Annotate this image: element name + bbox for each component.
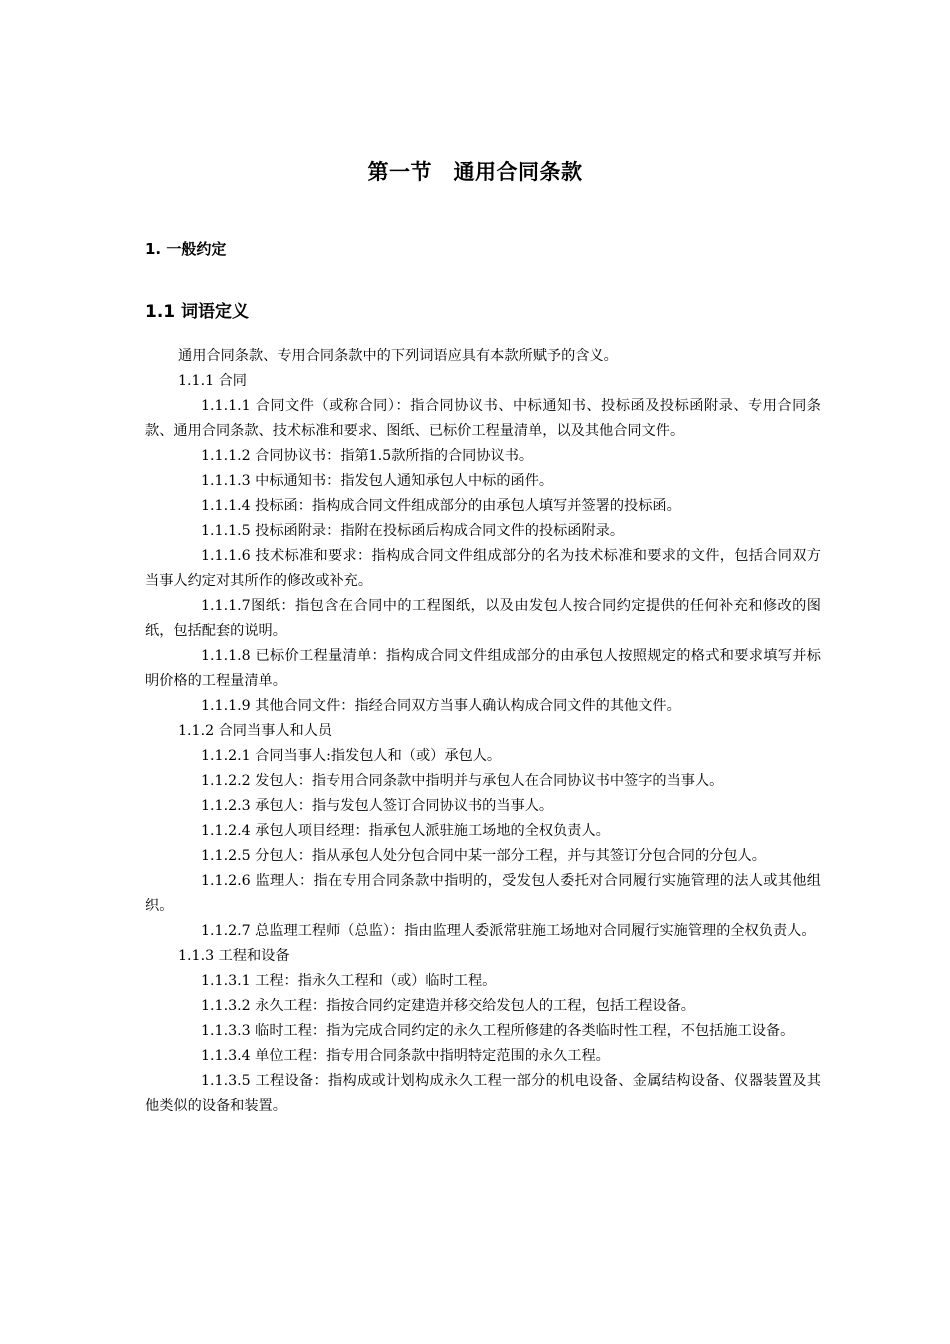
clause-heading: 1.1.3 工程和设备 bbox=[178, 948, 290, 964]
paragraph: 1.1.1.7图纸：指包含在合同中的工程图纸，以及由发包人按合同约定提供的任何补充和修改的图纸，包括配套的说明。 bbox=[145, 598, 821, 639]
paragraph: 1.1.2.4 承包人项目经理：指承包人派驻施工场地的全权负责人。 bbox=[201, 823, 610, 839]
paragraph: 1.1.3.5 工程设备：指构成或计划构成永久工程一部分的机电设备、金属结构设备、仪器装置及其他类似的设备和装置。 bbox=[145, 1073, 821, 1114]
clause-heading: 1.1.1 合同 bbox=[178, 373, 247, 389]
paragraph: 1.1.1.5 投标函附录：指附在投标函后构成合同文件的投标函附录。 bbox=[201, 523, 625, 539]
section-heading: 1. 一般约定 bbox=[145, 240, 227, 258]
paragraph: 1.1.1.6 技术标准和要求：指构成合同文件组成部分的名为技术标准和要求的文件，包括合同双方当事人约定对其所作的修改或补充。 bbox=[145, 548, 821, 589]
paragraph: 1.1.2.5 分包人：指从承包人处分包合同中某一部分工程，并与其签订分包合同的分包人。 bbox=[201, 848, 766, 864]
clause-heading: 1.1.2 合同当事人和人员 bbox=[178, 723, 333, 739]
paragraph: 1.1.1.1 合同文件（或称合同）：指合同协议书、中标通知书、投标函及投标函附录、专用合同条款、通用合同条款、技术标准和要求、图纸、已标价工程量清单，以及其他合同文件。 bbox=[145, 398, 821, 439]
paragraph: 通用合同条款、专用合同条款中的下列词语应具有本款所赋予的含义。 bbox=[178, 348, 618, 364]
paragraph: 1.1.1.4 投标函：指构成合同文件组成部分的由承包人填写并签署的投标函。 bbox=[201, 498, 681, 514]
paragraph: 1.1.1.9 其他合同文件：指经合同双方当事人确认构成合同文件的其他文件。 bbox=[201, 698, 681, 714]
paragraph: 1.1.2.7 总监理工程师（总监）：指由监理人委派常驻施工场地对合同履行实施管理的全权负责人。 bbox=[201, 923, 816, 939]
subsection-heading: 1.1 词语定义 bbox=[145, 302, 250, 322]
paragraph: 1.1.2.3 承包人：指与发包人签订合同协议书的当事人。 bbox=[201, 798, 554, 814]
paragraph: 1.1.1.8 已标价工程量清单：指构成合同文件组成部分的由承包人按照规定的格式和要求填写并标明价格的工程量清单。 bbox=[145, 648, 821, 689]
paragraph: 1.1.1.3 中标通知书：指发包人通知承包人中标的函件。 bbox=[201, 473, 554, 489]
paragraph: 1.1.3.3 临时工程：指为完成合同约定的永久工程所修建的各类临时性工程，不包括施工设备。 bbox=[201, 1023, 795, 1039]
paragraph: 1.1.3.4 单位工程：指专用合同条款中指明特定范围的永久工程。 bbox=[201, 1048, 610, 1064]
paragraph: 1.1.3.1 工程：指永久工程和（或）临时工程。 bbox=[201, 973, 497, 989]
paragraph: 1.1.2.2 发包人：指专用合同条款中指明并与承包人在合同协议书中签字的当事人。 bbox=[201, 773, 724, 789]
document-body bbox=[145, 344, 821, 1119]
paragraph: 1.1.1.2 合同协议书：指第1.5款所指的合同协议书。 bbox=[201, 448, 534, 464]
paragraph: 1.1.2.1 合同当事人:指发包人和（或）承包人。 bbox=[201, 748, 502, 764]
paragraph: 1.1.2.6 监理人：指在专用合同条款中指明的，受发包人委托对合同履行实施管理的法人或其他组织。 bbox=[145, 873, 821, 914]
paragraph: 1.1.3.2 永久工程：指按合同约定建造并移交给发包人的工程，包括工程设备。 bbox=[201, 998, 695, 1014]
page-title: 第一节 通用合同条款 bbox=[367, 160, 583, 184]
